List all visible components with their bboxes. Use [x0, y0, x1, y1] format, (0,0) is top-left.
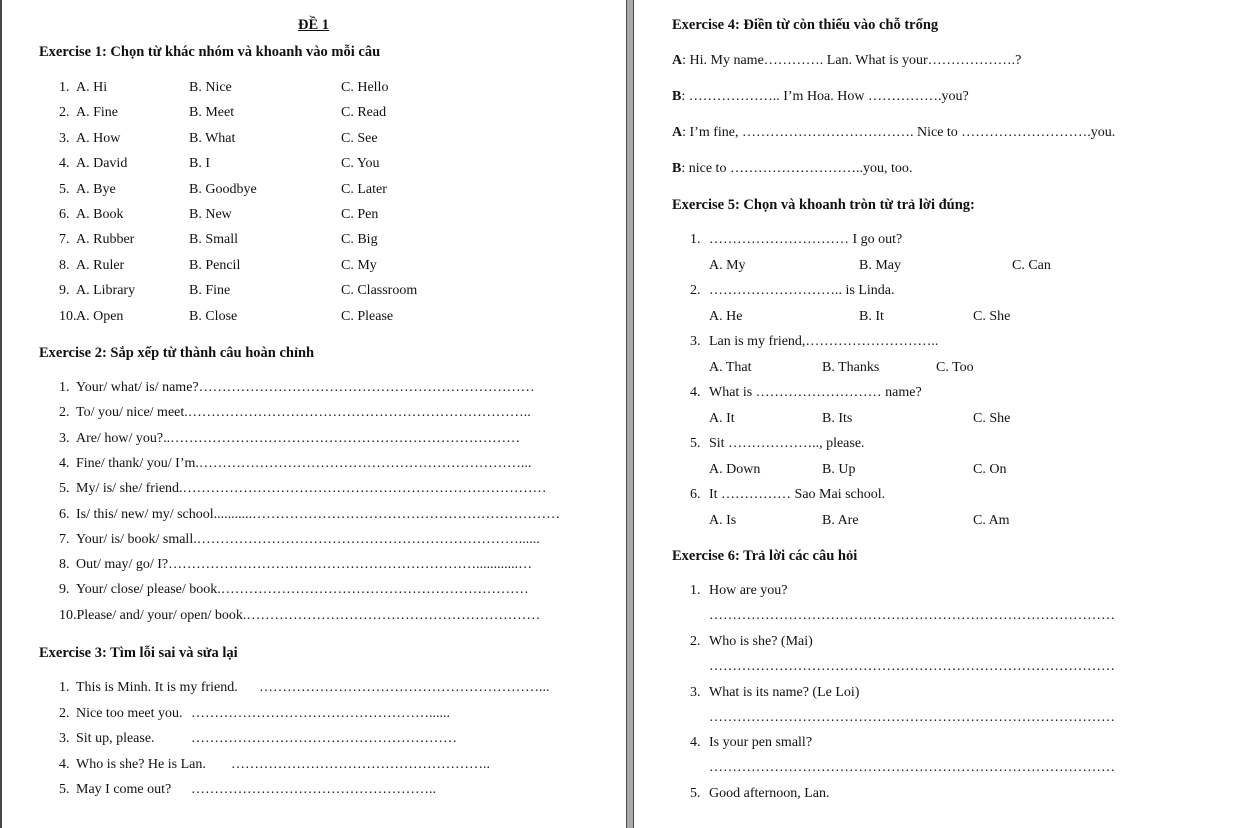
exercise2-item [59, 507, 560, 523]
option-b[interactable]: B. Are [822, 512, 859, 528]
item-number: 5. [690, 436, 701, 451]
question: It …………… Sao Mai school. [709, 487, 886, 502]
item-number: 9. [59, 283, 70, 299]
answer-blank[interactable]: ...........………………………………………………………… [213, 506, 561, 522]
item-number: 1. [690, 232, 701, 247]
question: Lan is my friend,……………………….. [709, 334, 939, 349]
option-c[interactable]: C. Can [1012, 257, 1051, 273]
option-a: A. Fine [76, 105, 118, 121]
dialogue-line [672, 53, 1021, 69]
answer-blank[interactable]: ..………………………………………………………………… [163, 430, 521, 446]
option-a[interactable]: A. Down [709, 461, 761, 477]
scrambled-words: Your/ what/ is/ name? [76, 380, 199, 395]
option-c: C. My [341, 257, 377, 273]
answer-blank[interactable]: ………………………………………………… [191, 731, 457, 746]
item-number: 1. [59, 680, 70, 695]
page-divider [626, 0, 634, 828]
exercise2-item [59, 557, 532, 573]
scrambled-words: Your/ is/ book/ small. [76, 531, 197, 547]
exercise2-item [59, 456, 531, 472]
item-number: 1. [59, 380, 70, 395]
item-number: 4. [59, 156, 70, 172]
sentence: This is Minh. It is my friend. [76, 680, 238, 695]
item-number: 1. [690, 583, 701, 598]
question: What is its name? (Le Loi) [709, 684, 860, 700]
option-c[interactable]: C. Too [936, 359, 974, 375]
option-b: B. Fine [189, 283, 231, 299]
item-number: 3. [59, 430, 70, 446]
item-number: 8. [59, 557, 70, 573]
speaker-label: B [672, 161, 682, 176]
page-left [2, 0, 626, 828]
answer-blank[interactable]: ……………………………………………………... [259, 680, 550, 695]
option-c: C. Hello [341, 80, 389, 95]
scrambled-words: Are/ how/ you? [76, 430, 164, 446]
question: Is your pen small? [709, 735, 813, 751]
option-c: C. See [341, 130, 378, 146]
option-b: B. I [189, 156, 210, 172]
dialogue-line [672, 89, 969, 105]
option-b: B. Nice [189, 80, 232, 95]
item-number: 4. [690, 735, 701, 751]
item-number: 3. [59, 731, 70, 746]
item-number: 7. [59, 531, 70, 547]
item-number: 7. [59, 232, 70, 248]
option-b: B. Goodbye [189, 181, 257, 197]
item-number: 5. [59, 782, 70, 797]
question: ………………………… I go out? [709, 232, 903, 247]
answer-blank[interactable]: …………………………………………………………………………… [709, 608, 1115, 623]
option-a: A. How [76, 130, 121, 146]
question: Good afternoon, Lan. [709, 786, 830, 802]
item-number: 9. [59, 582, 70, 598]
dialogue-line [672, 125, 1115, 141]
item-number: 5. [59, 481, 70, 497]
item-number: 3. [690, 334, 701, 349]
sentence: Who is she? He is Lan. [76, 756, 206, 772]
option-c: C. Big [341, 232, 378, 248]
item-number: 3. [59, 130, 70, 146]
exercise4-heading: Exercise 4: Điền từ còn thiếu vào chỗ trống [672, 17, 939, 33]
option-a: A. Rubber [76, 232, 135, 248]
dialogue-line [672, 161, 912, 177]
exercise2-item [59, 582, 529, 598]
option-a[interactable]: A. It [709, 410, 735, 426]
answer-blank[interactable]: …………………………………………………………………… [182, 481, 547, 497]
item-number: 3. [690, 684, 701, 700]
exercise2-heading: Exercise 2: Sắp xếp từ thành câu hoàn chỉnh [39, 345, 315, 361]
exercise2-item [59, 380, 535, 396]
option-b: B. Meet [189, 105, 235, 121]
page-right [634, 0, 1257, 828]
option-c[interactable]: C. On [973, 461, 1007, 477]
dialogue-text: : I’m fine, ………………………………. Nice to ……………………….you. [682, 125, 1116, 140]
item-number: 2. [59, 705, 70, 721]
scrambled-words: Fine/ thank/ you/ I’m. [76, 455, 199, 471]
option-b: B. Pencil [189, 257, 241, 273]
sentence: Nice too meet you. [76, 705, 183, 721]
option-c[interactable]: C. Am [973, 512, 1010, 528]
sentence: Sit up, please. [76, 731, 155, 746]
sentence: May I come out? [76, 782, 172, 797]
item-number: 10. [59, 607, 77, 623]
exercise5-heading: Exercise 5: Chọn và khoanh tròn từ trả lời đúng: [672, 197, 975, 213]
question: Sit ……………….., please. [709, 436, 865, 451]
item-number: 6. [59, 207, 70, 222]
item-number: 8. [59, 257, 70, 273]
item-number: 2. [690, 633, 701, 649]
option-a: A. Bye [76, 181, 116, 197]
option-a: A. Open [76, 308, 124, 324]
item-number: 4. [59, 455, 70, 471]
option-a: A. Ruler [76, 257, 125, 273]
option-b[interactable]: B. May [859, 257, 901, 273]
exercise3-heading: Exercise 3: Tìm lỗi sai và sửa lại [39, 645, 238, 661]
answer-blank[interactable]: …………………………………………………………………………… [709, 760, 1115, 776]
exercise2-item [59, 608, 540, 624]
item-number: 5. [690, 786, 701, 802]
answer-blank[interactable]: …………………………………………………………............… [168, 557, 533, 573]
option-a: A. David [76, 156, 128, 172]
item-number: 6. [59, 506, 70, 522]
question: ……………………….. is Linda. [709, 283, 895, 298]
question: Who is she? (Mai) [709, 633, 813, 649]
option-a: A. Book [76, 207, 124, 222]
scrambled-words: Out/ may/ go/ I? [76, 557, 169, 573]
item-number: 2. [59, 105, 70, 121]
item-number: 2. [59, 405, 70, 421]
question: What is ……………………… name? [709, 385, 922, 400]
option-a: A. Library [76, 283, 136, 299]
scrambled-words: Your/ close/ please/ book. [76, 582, 221, 598]
exercise2-item [59, 481, 547, 497]
option-b: B. Small [189, 232, 239, 248]
scrambled-words: Please/ and/ your/ open/ book. [76, 607, 247, 623]
option-b[interactable]: B. Thanks [822, 359, 880, 375]
dialogue-text: : nice to ………………………..you, too. [681, 161, 913, 176]
option-b: B. New [189, 207, 232, 222]
option-b[interactable]: B. Its [822, 410, 853, 426]
speaker-label: A [672, 53, 683, 68]
answer-blank[interactable]: ……………………………………………………………… [198, 380, 535, 395]
answer-blank[interactable]: ……………………………………………….. [231, 756, 490, 772]
answer-blank[interactable]: ……………………………………………………………….. [187, 405, 531, 421]
dialogue-text: : Hi. My name…………. Lan. What is your……………….? [682, 53, 1022, 68]
speaker-label: B [672, 89, 682, 104]
item-number: 6. [690, 487, 701, 502]
scrambled-words: To/ you/ nice/ meet. [76, 405, 188, 421]
option-a[interactable]: A. He [709, 308, 743, 324]
item-number: 4. [59, 756, 70, 772]
option-a: A. Hi [76, 80, 108, 95]
scrambled-words: My/ is/ she/ friend. [76, 481, 183, 497]
option-b[interactable]: B. Up [822, 461, 856, 477]
option-b: B. Close [189, 308, 238, 324]
dialogue-text: : ……………….. I’m Hoa. How …………….you? [681, 89, 969, 104]
option-a[interactable]: A. My [709, 257, 746, 273]
answer-blank[interactable]: ……………………………………………...... [191, 705, 450, 721]
answer-blank[interactable]: ……………………………………………………………...... [196, 531, 540, 547]
item-number: 5. [59, 181, 70, 197]
item-number: 1. [59, 80, 70, 95]
answer-blank[interactable]: ……………………………………………………………... [198, 455, 532, 471]
option-c: C. Pen [341, 207, 379, 222]
option-c[interactable]: C. She [973, 308, 1011, 324]
option-b: B. What [189, 130, 236, 146]
answer-blank[interactable]: …………………………………………….. [191, 782, 436, 797]
option-c: C. Read [341, 105, 387, 121]
option-b[interactable]: B. It [859, 308, 884, 324]
option-c: C. You [341, 156, 380, 172]
exercise2-item [59, 532, 540, 548]
item-number: 2. [690, 283, 701, 298]
document-title: ĐỀ 1 [298, 17, 330, 33]
option-c[interactable]: C. She [973, 410, 1011, 426]
option-c: C. Please [341, 308, 394, 324]
option-c: C. Later [341, 181, 387, 197]
option-a[interactable]: A. Is [709, 512, 737, 528]
exercise1-heading: Exercise 1: Chọn từ khác nhóm và khoanh vào mỗi câu [39, 44, 381, 60]
item-number: 10. [59, 308, 77, 324]
answer-blank[interactable]: …………………………………………………………………………… [709, 658, 1115, 674]
exercise2-item [59, 405, 531, 421]
question: How are you? [709, 583, 788, 598]
speaker-label: A [672, 125, 683, 140]
answer-blank[interactable]: …………………………………………………………………………… [709, 709, 1115, 725]
exercise6-heading: Exercise 6: Trả lời các câu hỏi [672, 548, 858, 564]
exercise2-item [59, 431, 520, 447]
item-number: 4. [690, 385, 701, 400]
option-c: C. Classroom [341, 283, 418, 299]
answer-blank[interactable]: ………………………………………………………… [220, 582, 529, 598]
option-a[interactable]: A. That [709, 359, 752, 375]
answer-blank[interactable]: ……………………………………………………… [246, 607, 541, 623]
scrambled-words: Is/ this/ new/ my/ school [76, 506, 214, 522]
